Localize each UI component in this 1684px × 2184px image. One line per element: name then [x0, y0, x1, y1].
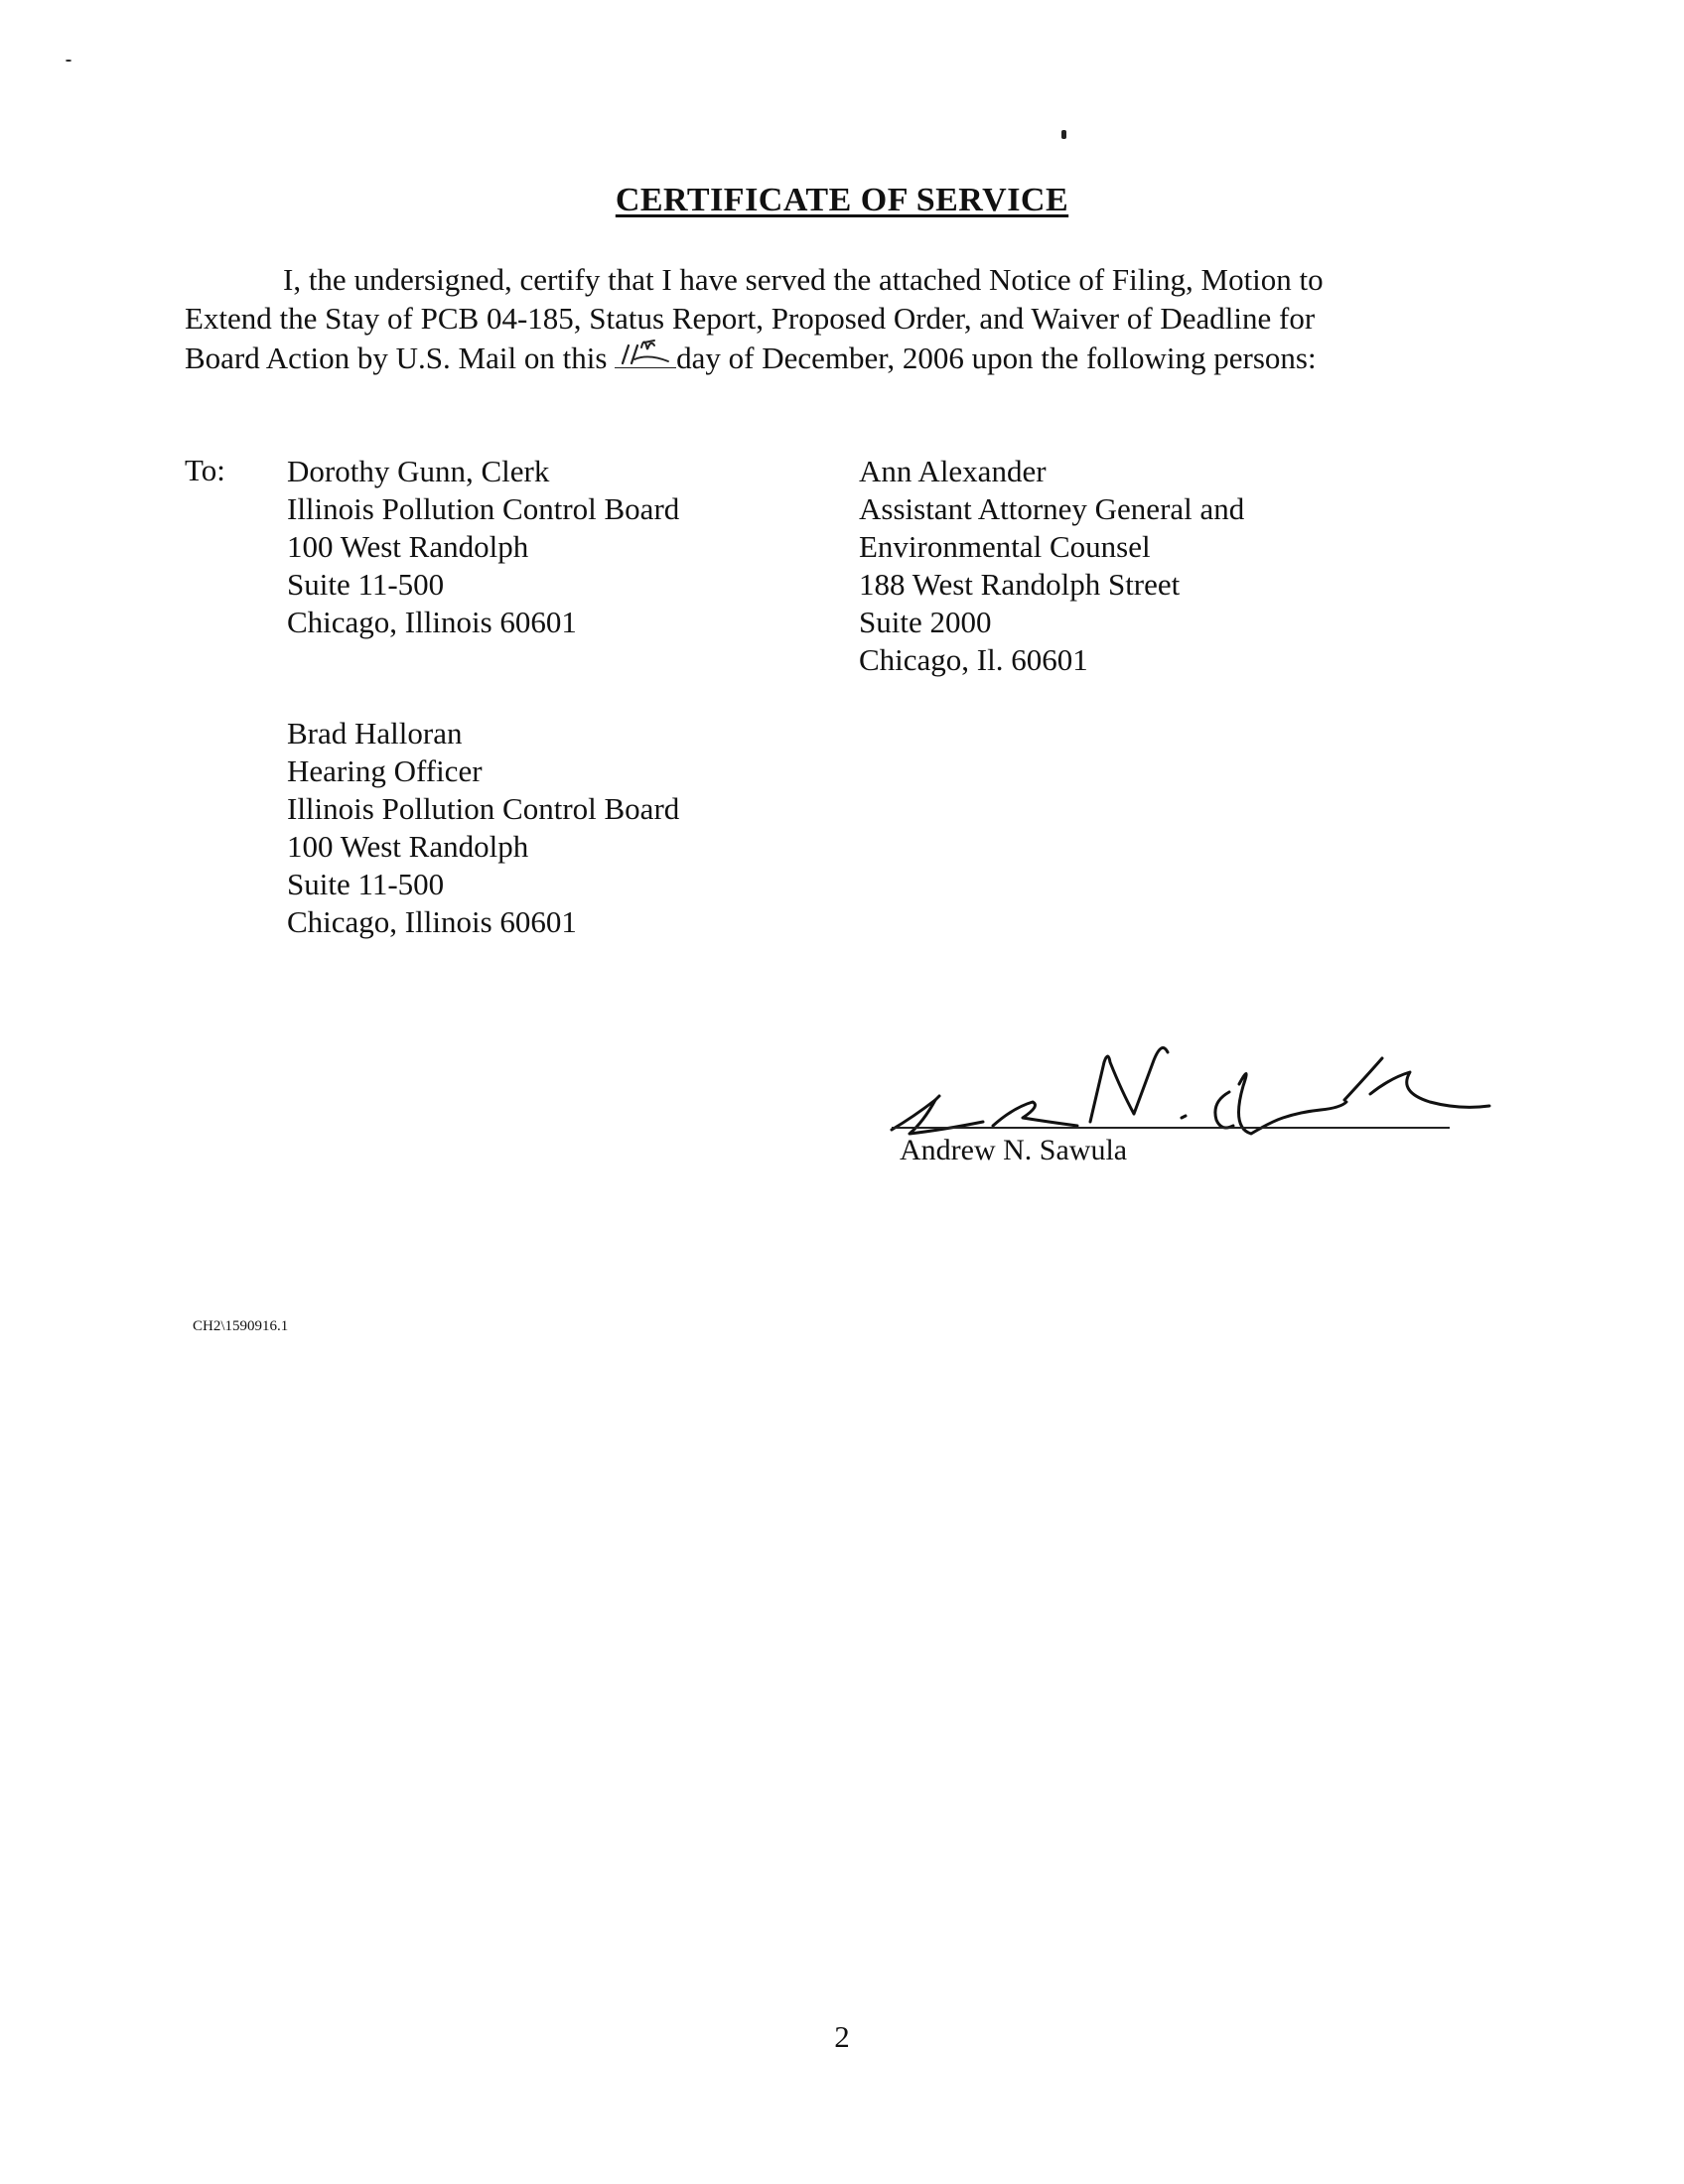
- address-line: Hearing Officer: [287, 753, 483, 788]
- scan-speck: [66, 60, 71, 62]
- body-line-2: Extend the Stay of PCB 04-185, Status Report, Proposed Order, and Waiver of Deadline for: [185, 301, 1316, 336]
- address-line: Suite 11-500: [287, 567, 445, 602]
- address-line: Brad Halloran: [287, 716, 463, 751]
- signature-line: [892, 1127, 1450, 1129]
- address-line: Suite 11-500: [287, 867, 445, 901]
- scan-speck: [1061, 130, 1066, 139]
- body-line-1: I, the undersigned, certify that I have served the attached Notice of Filing, Motion to: [283, 262, 1324, 297]
- address-line: Chicago, Il. 60601: [859, 642, 1088, 677]
- address-line: 100 West Randolph: [287, 529, 529, 564]
- recipient-address-attorney: [859, 453, 1244, 679]
- address-line: Environmental Counsel: [859, 529, 1151, 564]
- body-line-3-tail: day of December, 2006 upon the following persons:: [676, 341, 1317, 375]
- signatory-name: Andrew N. Sawula: [900, 1134, 1128, 1166]
- address-line: 100 West Randolph: [287, 829, 529, 864]
- body-line-3: [185, 338, 1436, 377]
- address-line: Illinois Pollution Control Board: [287, 491, 680, 526]
- certificate-title: CERTIFICATE OF SERVICE: [615, 182, 1069, 218]
- address-line: Ann Alexander: [859, 454, 1047, 488]
- address-line: 188 West Randolph Street: [859, 567, 1181, 602]
- address-line: Chicago, Illinois 60601: [287, 605, 577, 639]
- address-line: Suite 2000: [859, 605, 992, 639]
- address-line: Assistant Attorney General and: [859, 491, 1245, 526]
- address-line: Dorothy Gunn, Clerk: [287, 454, 550, 488]
- handwritten-day-marks: [615, 324, 680, 369]
- address-line: Illinois Pollution Control Board: [287, 791, 680, 826]
- recipient-address-hearing-officer: [287, 715, 679, 941]
- page-number: 2: [834, 2019, 850, 2054]
- address-line: Chicago, Illinois 60601: [287, 904, 577, 939]
- document-reference: CH2\1590916.1: [193, 1318, 289, 1334]
- recipient-address-clerk: [287, 453, 679, 641]
- certificate-body: [185, 260, 1436, 377]
- handwritten-day: [615, 338, 676, 368]
- body-line-3-lead: Board Action by U.S. Mail on this: [185, 341, 608, 375]
- to-label: To:: [185, 453, 225, 487]
